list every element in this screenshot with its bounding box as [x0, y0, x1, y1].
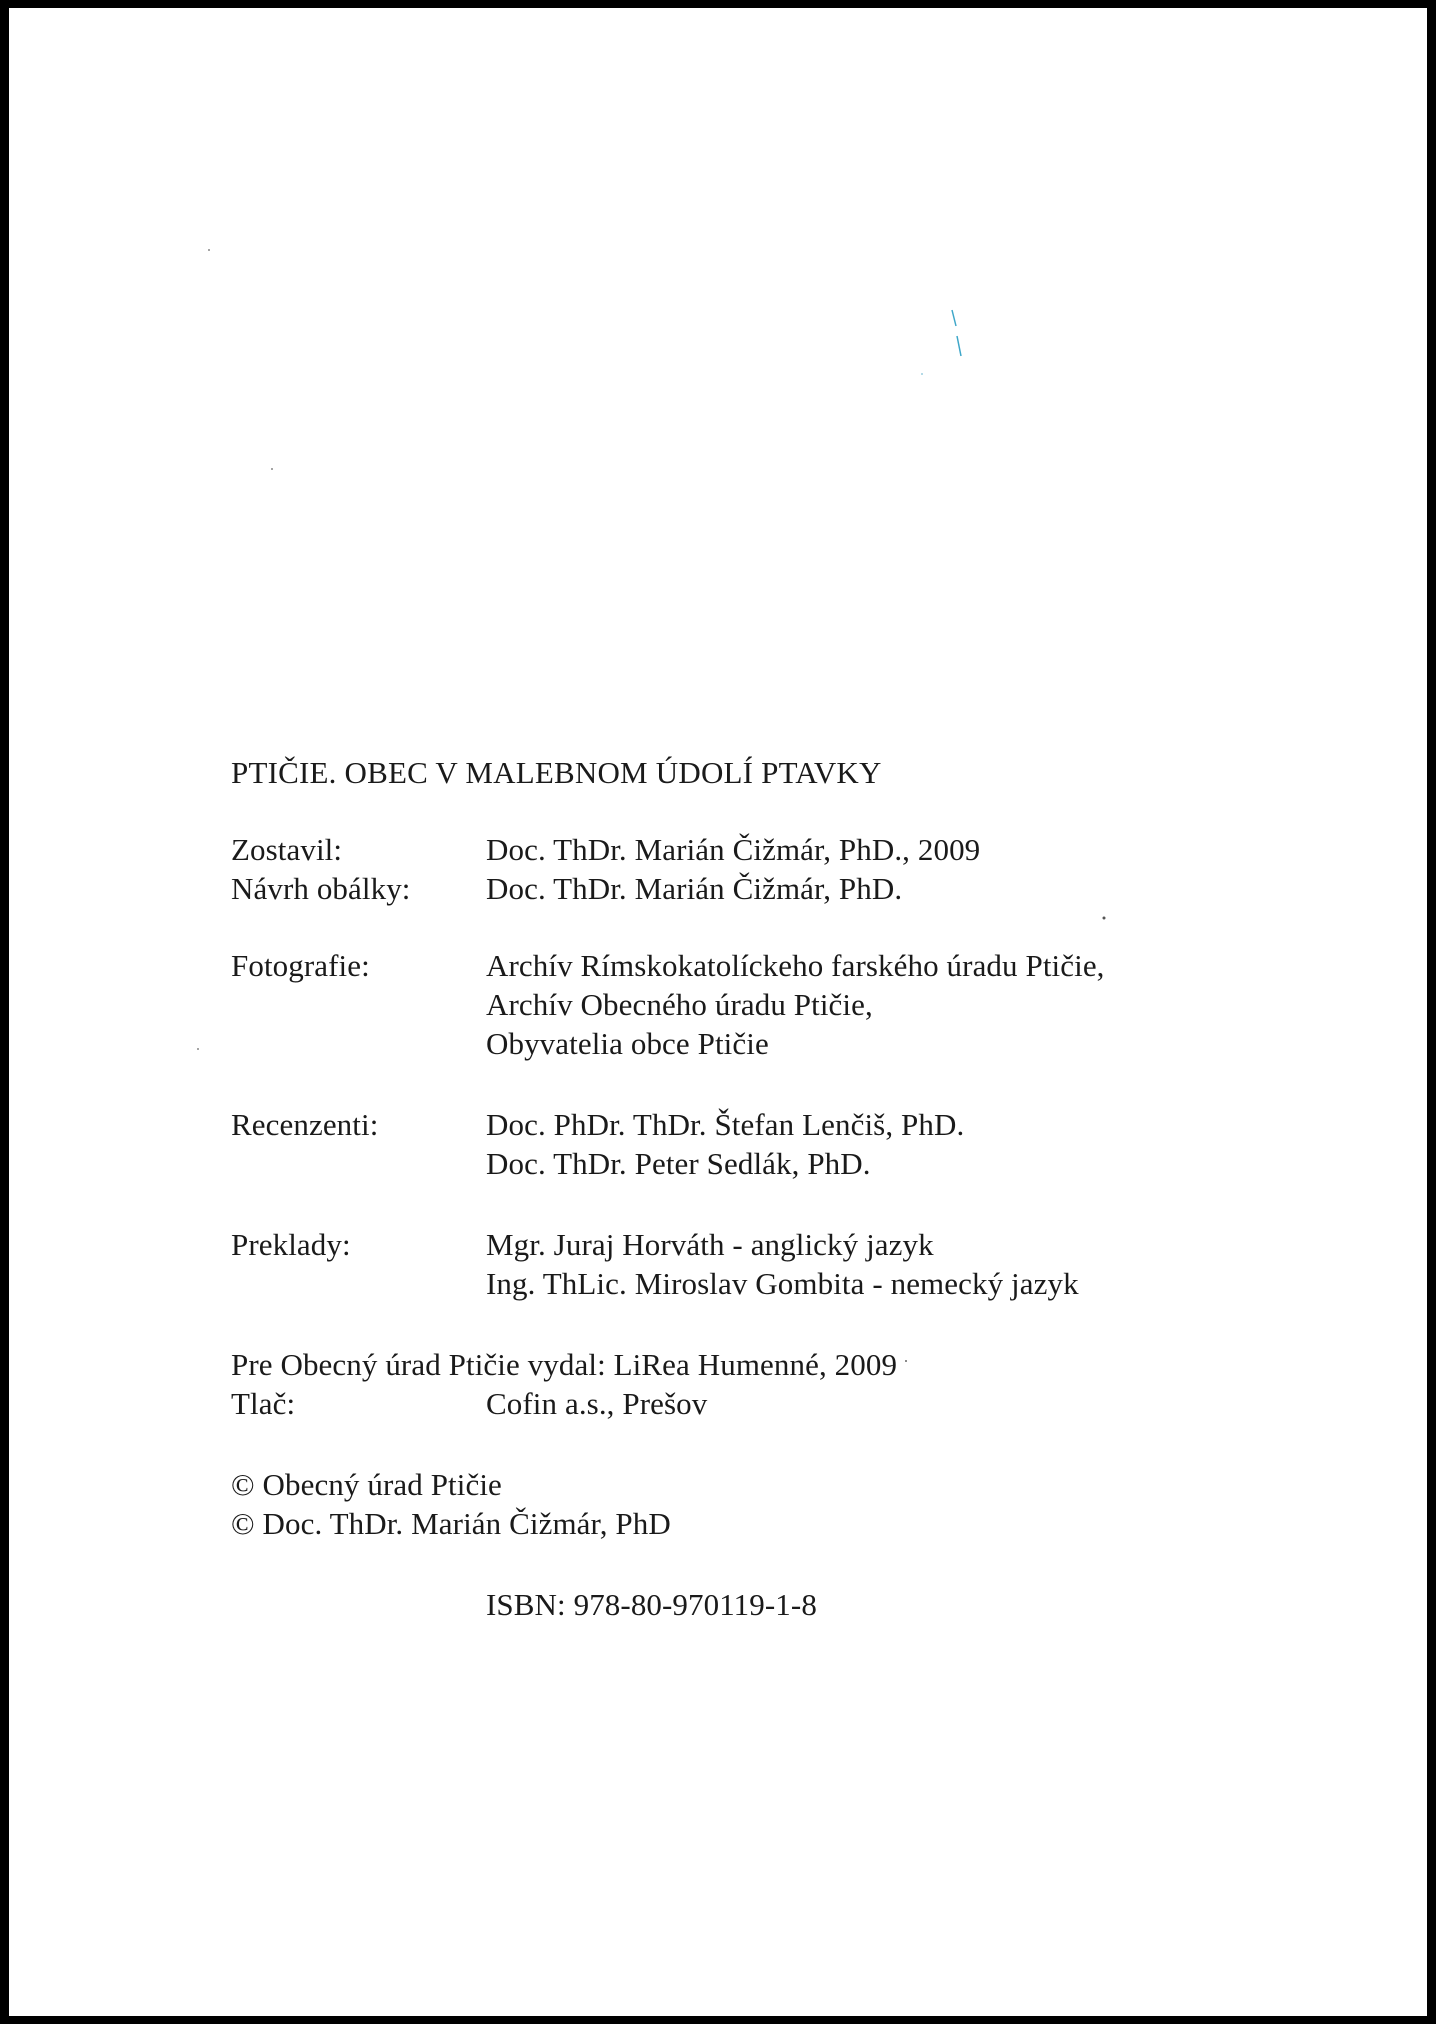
credit-cover-label: Návrh obálky: — [231, 871, 411, 906]
colophon — [231, 753, 1351, 1624]
reviewer-2: Doc. ThDr. Peter Sedlák, PhD. — [486, 1146, 871, 1181]
credit-cover-row — [231, 869, 1351, 908]
copyright-author: © Doc. ThDr. Marián Čižmár, PhD — [231, 1506, 671, 1541]
reviewers-label: Recenzenti: — [231, 1107, 379, 1142]
publisher-line: Pre Obecný úrad Ptičie vydal: LiRea Humenné, 2009 — [231, 1347, 898, 1382]
reviewers-row — [231, 1105, 1351, 1183]
photos-line-1: Archív Rímskokatolíckeho farského úradu Ptičie, — [486, 948, 1105, 983]
scan-speck-1 — [208, 249, 210, 251]
scan-speck-2 — [271, 468, 273, 470]
translation-german: Ing. ThLic. Miroslav Gombita - nemecký jazyk — [486, 1266, 1079, 1301]
translations-row — [231, 1225, 1351, 1303]
credit-compiler-row — [231, 830, 1351, 869]
scan-speck-blue-2 — [957, 336, 961, 356]
credit-compiler-value: Doc. ThDr. Marián Čižmár, PhD., 2009 — [486, 832, 981, 867]
print-label: Tlač: — [231, 1386, 296, 1421]
book-title: PTIČIE. OBEC V MALEBNOM ÚDOLÍ PTAVKY — [231, 755, 882, 790]
translation-english: Mgr. Juraj Horváth - anglický jazyk — [486, 1227, 934, 1262]
photos-line-3: Obyvatelia obce Ptičie — [486, 1026, 769, 1061]
reviewer-1: Doc. PhDr. ThDr. Štefan Lenčiš, PhD. — [486, 1107, 965, 1142]
scan-speck-3 — [197, 1048, 199, 1050]
photos-label: Fotografie: — [231, 948, 370, 983]
copyright-municipality: © Obecný úrad Ptičie — [231, 1467, 502, 1502]
scan-speck-blue-3 — [921, 373, 923, 375]
translations-label: Preklady: — [231, 1227, 351, 1262]
credit-cover-value: Doc. ThDr. Marián Čižmár, PhD. — [486, 871, 903, 906]
print-row — [231, 1384, 1351, 1423]
photos-row — [231, 946, 1351, 1063]
print-value: Cofin a.s., Prešov — [486, 1386, 708, 1421]
isbn: ISBN: 978-80-970119-1-8 — [486, 1587, 817, 1622]
scan-speck-blue-1 — [952, 310, 956, 326]
credit-compiler-label: Zostavil: — [231, 832, 343, 867]
photos-line-2: Archív Obecného úradu Ptičie, — [486, 987, 873, 1022]
